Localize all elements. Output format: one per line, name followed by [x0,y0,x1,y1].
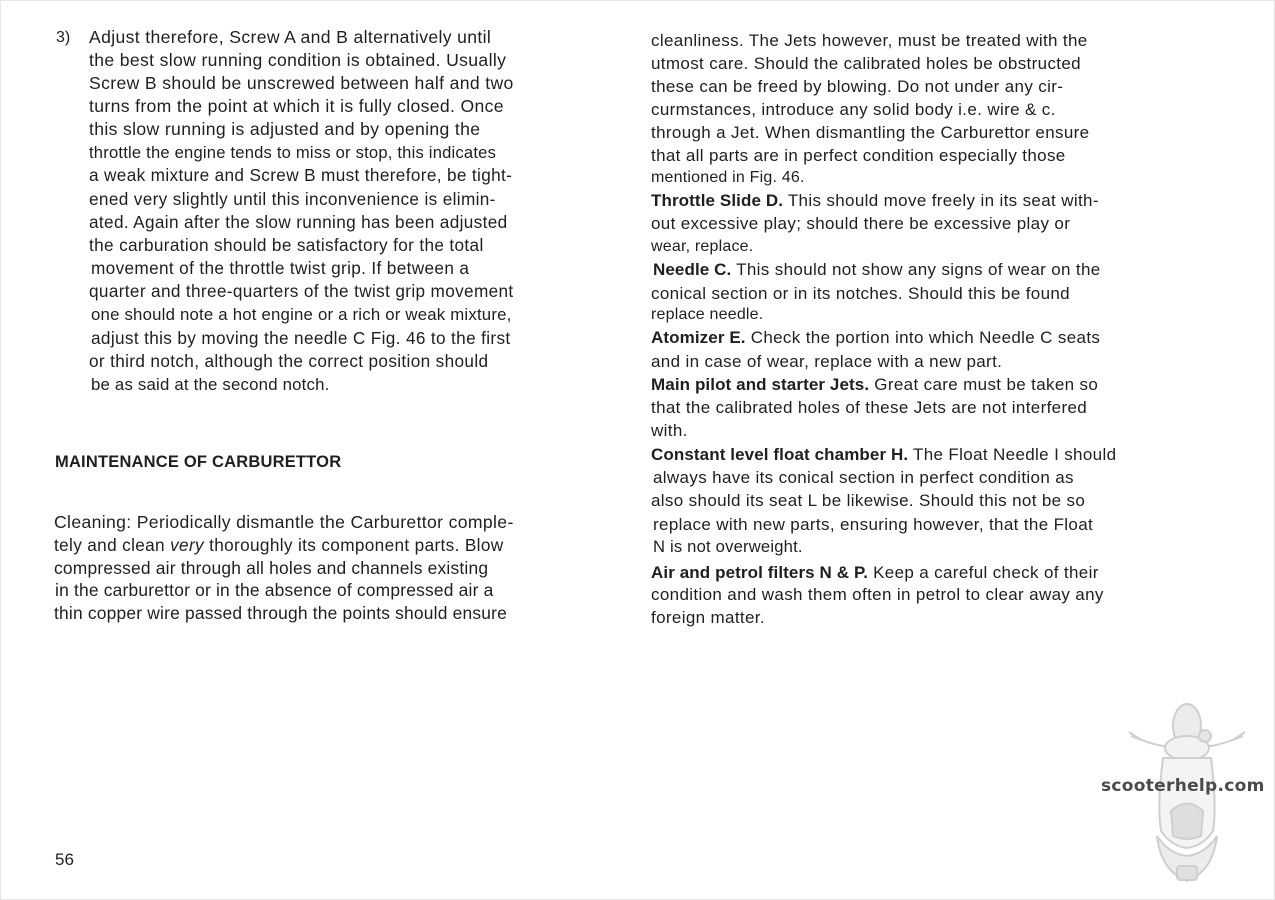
paragraph-line: curmstances, introduce any solid body i.e. wire & c. [651,100,1056,119]
paragraph-line: foreign matter. [651,608,765,627]
paragraph-line: these can be freed by blowing. Do not under any cir- [651,77,1064,96]
text-run: Great care must be taken so [869,375,1099,394]
item-number: 3) [56,29,71,46]
text-run: thoroughly its component parts. Blow [203,535,504,555]
paragraph-line: out excessive play; should there be excessive play or [651,214,1071,233]
scooter-icon [1101,696,1271,896]
paragraph-line: that the calibrated holes of these Jets are not interfered [651,398,1088,417]
paragraph-line: Cleaning: Periodically dismantle the Carburettor comple- [54,512,514,532]
paragraph-line: mentioned in Fig. 46. [651,169,805,186]
paragraph-line: quarter and three-quarters of the twist grip movement [89,281,514,301]
section-heading: MAINTENANCE OF CARBURETTOR [55,453,342,471]
paragraph-line: one should note a hot engine or a rich or weak mixture, [91,305,512,324]
paragraph-line [54,534,504,557]
text-run: This should move freely in its seat with- [783,191,1099,210]
subsection-label: Throttle Slide D. [651,191,784,210]
paragraph-line: a weak mixture and Screw B must therefore, be tight- [89,165,513,185]
paragraph-line: conical section or in its notches. Should this be found [651,284,1070,303]
paragraph-line: that all parts are in perfect condition especially those [651,146,1066,165]
paragraph-line: replace with new parts, ensuring however, that the Float [653,515,1094,534]
paragraph-line: the best slow running condition is obtained. Usually [89,50,507,70]
paragraph-line [651,561,1099,584]
paragraph-line: always have its conical section in perfect condition as [653,468,1074,487]
paragraph-line: and in case of wear, replace with a new part. [651,352,1003,371]
watermark-text: scooterhelp.com [1101,776,1265,796]
paragraph-line [651,373,1098,396]
paragraph-line: utmost care. Should the calibrated holes be obstructed [651,54,1081,73]
paragraph-line: compressed air through all holes and channels existing [54,558,489,578]
paragraph-line: throttle the engine tends to miss or stop, this indicates [89,143,497,162]
paragraph-line: also should its seat L be likewise. Should this not be so [651,491,1086,510]
paragraph-line: condition and wash them often in petrol to clear away any [651,585,1104,604]
paragraph-line: with. [651,421,688,440]
subsection-label: Atomizer E. [651,328,746,347]
paragraph-line: movement of the throttle twist grip. If between a [91,258,470,278]
paragraph-line: N is not overweight. [653,537,803,556]
paragraph-line: in the carburettor or in the absence of compressed air a [55,580,494,600]
paragraph-line: through a Jet. When dismantling the Carburettor ensure [651,123,1090,142]
paragraph-line [651,443,1116,466]
subsection-label: Air and petrol filters N & P. [651,563,869,582]
paragraph-line: thin copper wire passed through the points should ensure [54,603,508,623]
paragraph-line: ened very slightly until this inconvenience is elimin- [89,189,496,209]
paragraph-line: or third notch, although the correct position should [89,351,489,371]
text-run: The Float Needle I should [908,445,1117,464]
paragraph-line: adjust this by moving the needle C Fig. 46 to the first [91,328,511,348]
text-run: Check the portion into which Needle C seats [745,328,1101,347]
paragraph-line [651,326,1100,349]
paragraph-line: replace needle. [651,306,764,323]
paragraph-line: turns from the point at which it is fully closed. Once [89,96,504,116]
paragraph-line [653,258,1101,281]
text-run: tely and clean [54,535,171,555]
paragraph-line: wear, replace. [651,238,754,255]
paragraph-line: Screw B should be unscrewed between half and two [89,73,514,93]
text-run: Keep a careful check of their [868,563,1099,582]
subsection-label: Constant level float chamber H. [651,445,909,464]
page-number: 56 [55,850,74,869]
text-run: This should not show any signs of wear on the [731,260,1101,279]
subsection-label: Main pilot and starter Jets. [651,375,870,394]
paragraph-line: this slow running is adjusted and by opening the [89,119,481,139]
paragraph-line: Adjust therefore, Screw A and B alternatively until [89,27,492,47]
watermark-logo [1101,696,1271,896]
paragraph-line: cleanliness. The Jets however, must be treated with the [651,31,1088,50]
paragraph-line: ated. Again after the slow running has been adjusted [89,212,508,232]
emphasis-text: very [170,535,204,555]
paragraph-line: the carburation should be satisfactory for the total [89,235,484,255]
subsection-label: Needle C. [653,260,732,279]
paragraph-line [651,189,1099,212]
paragraph-line: be as said at the second notch. [91,375,330,394]
